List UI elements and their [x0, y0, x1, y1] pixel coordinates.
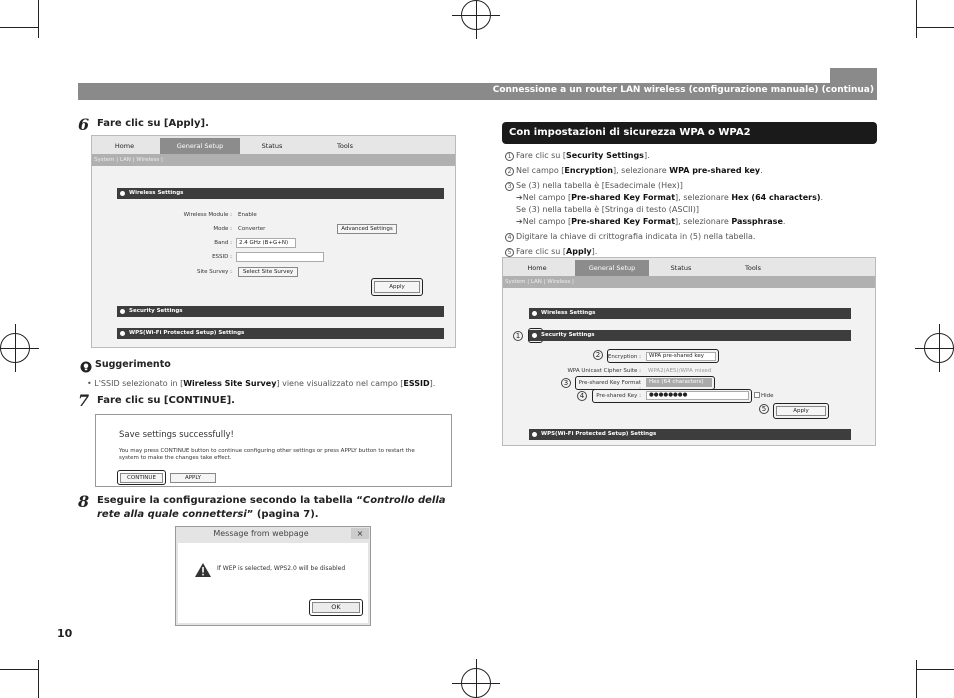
mode-label: Mode :	[213, 226, 232, 232]
survey-label: Site Survey :	[196, 269, 232, 275]
wps-settings-bar[interactable]: WPS(Wi-Fi Protected Setup) Settings	[529, 429, 851, 440]
module-value: Enable	[238, 212, 257, 218]
tip	[80, 358, 92, 377]
band-select[interactable]: 2.4 GHz (B+G+N)	[236, 238, 296, 248]
apply-button[interactable]: Apply	[776, 406, 826, 416]
marker-2: 2	[593, 350, 603, 360]
hide-label: Hide	[761, 393, 774, 399]
save-message: You may press CONTINUE button to continue configuring other settings or press APPLY button to restart the system to make the changes take effect.	[119, 448, 415, 461]
security-settings-bar[interactable]: Security Settings	[117, 306, 444, 317]
encryption-select[interactable]: WPA pre-shared key	[646, 352, 716, 361]
section-title: Connessione a un router LAN wireless (configurazione manuale) (continua)	[492, 85, 874, 95]
tab-general-setup[interactable]: General Setup	[575, 260, 649, 276]
marker-3: 3	[561, 378, 571, 388]
advanced-settings-button[interactable]: Advanced Settings	[337, 224, 397, 234]
security-settings-bar[interactable]: Security Settings	[529, 330, 851, 341]
wps-settings-bar[interactable]: WPS(Wi-Fi Protected Setup) Settings	[117, 328, 444, 339]
encryption-label: Encryption :	[607, 354, 641, 360]
cipher-value: WPA2(AES)/WPA mixed	[648, 368, 712, 374]
instr-1: 1 Fare clic su [Security Settings].	[505, 150, 877, 162]
key-input[interactable]: ●●●●●●●●	[646, 391, 749, 400]
wireless-settings-bar[interactable]: Wireless Settings	[117, 188, 444, 199]
step-number: 8	[78, 492, 90, 511]
instr-2: 2 Nel campo [Encryption], selezionare WPA pre-shared key.	[505, 165, 877, 177]
step-8-text: Eseguire la configurazione secondo la tabella “Controllo della rete alla quale connettersi” (pagina 7).	[97, 495, 446, 520]
instr-3b: Se (3) nella tabella è [Stringa di testo (ASCII)]	[516, 205, 699, 214]
module-label: Wireless Module :	[183, 212, 232, 218]
crop-mark	[916, 660, 917, 698]
ok-button[interactable]: OK	[312, 602, 360, 613]
message-dialog	[175, 526, 371, 626]
instr-3a: ➔Nel campo [Pre-shared Key Format], selezionare Hex (64 characters).	[516, 193, 824, 202]
step-7-text: Fare clic su [CONTINUE].	[97, 395, 235, 406]
step-number: 6	[78, 115, 90, 134]
key-label: Pre-shared Key :	[596, 393, 641, 399]
crop-mark	[38, 0, 39, 38]
warning-icon	[195, 563, 211, 577]
cipher-label: WPA Unicast Cipher Suite :	[567, 368, 641, 374]
page-number: 10	[57, 627, 73, 640]
apply-button[interactable]: APPLY	[170, 473, 216, 483]
breadcrumb: System | LAN | Wireless |	[503, 276, 875, 288]
tab-home[interactable]: Home	[527, 264, 547, 272]
router-screenshot-apply	[91, 135, 456, 348]
crop-mark	[916, 27, 954, 28]
apply-button[interactable]: Apply	[374, 281, 420, 293]
continue-button[interactable]: CONTINUE	[120, 473, 163, 483]
band-label: Band :	[214, 240, 232, 246]
wpa-instructions	[505, 150, 877, 258]
essid-label: ESSID :	[212, 254, 232, 260]
lightbulb-icon	[80, 361, 92, 373]
breadcrumb: System | LAN | Wireless |	[92, 154, 455, 166]
instr-3c: ➔Nel campo [Pre-shared Key Format], selezionare Passphrase.	[516, 217, 786, 226]
tab-tools[interactable]: Tools	[744, 264, 761, 272]
step-6	[78, 115, 89, 134]
registration-mark	[461, 0, 491, 30]
marker-5: 5	[759, 404, 769, 414]
marker-1: 1	[513, 331, 523, 341]
close-icon[interactable]: ×	[351, 528, 369, 539]
essid-input[interactable]	[236, 252, 324, 262]
step-number: 7	[78, 391, 90, 410]
tab-home[interactable]: Home	[114, 142, 135, 150]
instr-3: 3 Se (3) nella tabella è [Esadecimale (Hex)]	[505, 180, 877, 192]
mode-value: Converter	[238, 226, 266, 232]
tab-bar	[92, 136, 455, 154]
wireless-settings-bar[interactable]: Wireless Settings	[529, 308, 851, 319]
tab-general-setup[interactable]: General Setup	[160, 138, 240, 154]
format-label: Pre-shared Key Format :	[578, 380, 641, 392]
instr-4: 4 Digitare la chiave di crittografia indicata in (5) nella tabella.	[505, 231, 877, 243]
tip-text: • L'SSID selezionato in [Wireless Site Survey] viene visualizzato nel campo [ESSID].	[87, 379, 436, 388]
registration-mark	[0, 333, 30, 363]
step-7	[78, 391, 89, 410]
crop-mark	[916, 669, 954, 670]
tab-status[interactable]: Status	[670, 264, 692, 272]
format-select[interactable]: Hex (64 characters)	[646, 378, 712, 387]
tab-status[interactable]: Status	[261, 142, 283, 150]
router-screenshot-wpa	[502, 257, 876, 446]
tab-bar	[503, 258, 875, 276]
crop-mark	[38, 660, 39, 698]
site-survey-button[interactable]: Select Site Survey	[238, 267, 298, 277]
save-title: Save settings successfully!	[119, 430, 234, 440]
dialog-title: Message from webpage	[213, 529, 309, 538]
tip-title: Suggerimento	[95, 359, 171, 370]
dialog-message: If WEP is selected, WPS2.0 will be disabled	[217, 565, 346, 572]
tab-tools[interactable]: Tools	[336, 142, 353, 150]
crop-mark	[0, 669, 38, 670]
wpa-section-title: Con impostazioni di sicurezza WPA o WPA2	[502, 122, 877, 144]
step-6-text: Fare clic su [Apply].	[97, 118, 209, 129]
hide-checkbox[interactable]	[754, 392, 760, 398]
crop-mark	[0, 27, 38, 28]
marker-4: 4	[577, 391, 587, 401]
registration-mark	[924, 333, 954, 363]
save-success-screenshot	[95, 414, 452, 487]
registration-mark	[461, 668, 491, 698]
instr-5: 5 Fare clic su [Apply].	[505, 246, 877, 258]
crop-mark	[916, 0, 917, 38]
step-8	[78, 492, 89, 511]
section-header	[78, 83, 877, 100]
